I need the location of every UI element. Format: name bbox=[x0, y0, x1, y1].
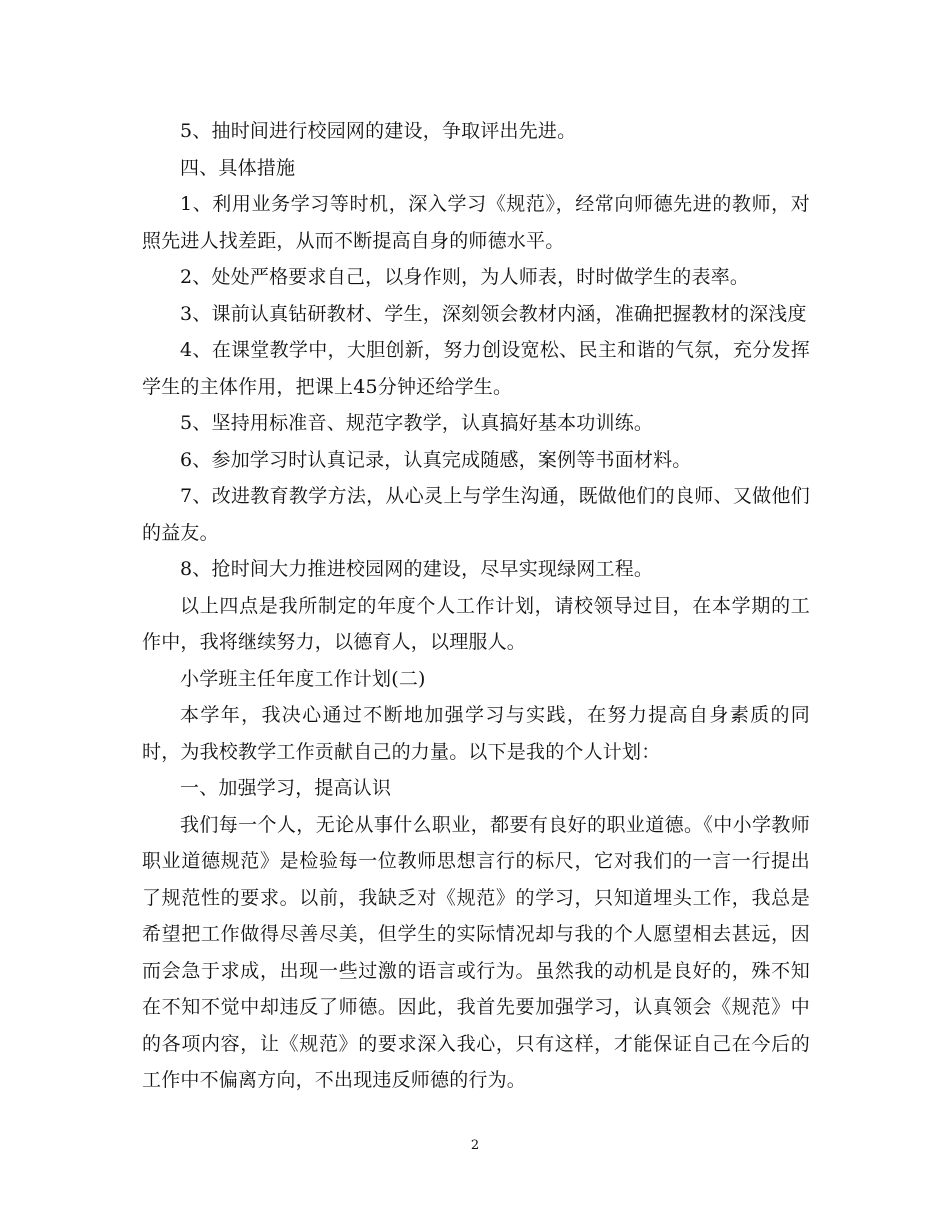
paragraph-summary: 以上四点是我所制定的年度个人工作计划，请校领导过目，在本学期的工作中，我将继续努力，以德育人，以理服人。 bbox=[142, 594, 810, 653]
paragraph-plan-intro: 本学年，我决心通过不断地加强学习与实践，在努力提高自身素质的同时，为我校教学工作贡献自己的力量。以下是我的个人计划： bbox=[142, 704, 810, 763]
paragraph-measure-8: 8、抢时间大力推进校园网的建设，尽早实现绿网工程。 bbox=[180, 558, 654, 580]
paragraph-measure-1: 1、利用业务学习等时机，深入学习《规范》，经常向师德先进的教师，对照先进人找差距，从而不断提高自身的师德水平。 bbox=[142, 193, 810, 252]
paragraph-measure-4: 4、在课堂教学中，大胆创新，努力创设宽松、民主和谐的气氛，充分发挥学生的主体作用，把课上45分钟还给学生。 bbox=[142, 339, 810, 398]
document-body bbox=[142, 113, 810, 1099]
paragraph-measure-3: 3、课前认真钻研教材、学生，深刻领会教材内涵，准确把握教材的深浅度 bbox=[180, 302, 807, 325]
paragraph-study-detail: 我们每一个人，无论从事什么职业，都要有良好的职业道德。《中小学教师职业道德规范》是检验每一位教师思想言行的标尺，它对我们的一言一行提出了规范性的要求。以前，我缺乏对《规范》的学习，只知道埋头工作，我总是希望把工作做得尽善尽美，但学生的实际情况却与我的个人愿望相去甚远，因而会急于求成，出现一些过激的语言或行为。虽然我的动机是良好的，殊不知在不知不觉中却违反了师德。因此，我首先要加强学习，认真领会《规范》中的各项内容，让《规范》的要求深入我心，只有这样，才能保证自己在今后的工作中不偏离方向，不出现违反师德的行为。 bbox=[142, 813, 810, 1091]
section-title-plan-two: 小学班主任年度工作计划(二) bbox=[180, 667, 426, 690]
section-heading-study: 一、加强学习，提高认识 bbox=[180, 777, 392, 799]
paragraph-measure-5: 5、坚持用标准音、规范字教学，认真搞好基本功训练。 bbox=[180, 412, 654, 434]
page-number: 2 bbox=[470, 1138, 480, 1153]
section-heading-measures: 四、具体措施 bbox=[180, 156, 296, 179]
paragraph-measure-6: 6、参加学习时认真记录，认真完成随感，案例等书面材料。 bbox=[180, 448, 692, 471]
paragraph-measure-7: 7、改进教育教学方法，从心灵上与学生沟通，既做他们的良师、又做他们的益友。 bbox=[142, 485, 810, 544]
paragraph-measure-2: 2、处处严格要求自己，以身作则，为人师表，时时做学生的表率。 bbox=[180, 266, 750, 288]
paragraph-item-5-followup: 5、抽时间进行校园网的建设，争取评出先进。 bbox=[180, 120, 577, 142]
